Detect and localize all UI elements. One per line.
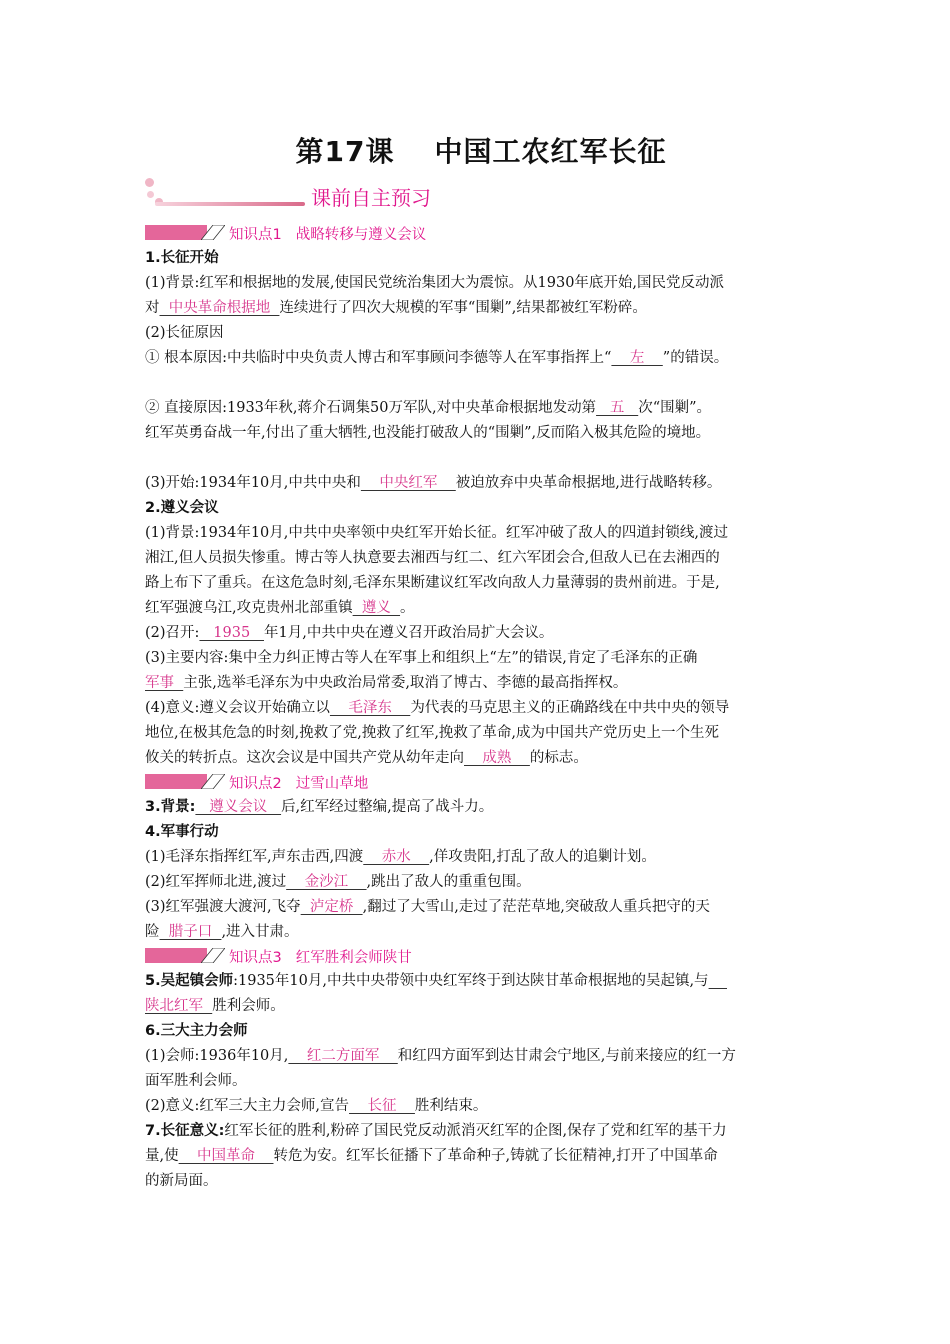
worksheet-page xyxy=(145,130,817,1194)
kp-topic: 战略转移与遵义会议 xyxy=(295,227,427,243)
answer-blank: 五 xyxy=(596,400,639,416)
knowledge-point-3-header xyxy=(145,945,817,969)
item-2-background-line-4: 红军强渡乌江,攻克贵州北部重镇 遵义 。 xyxy=(145,600,415,616)
tag-icon xyxy=(145,774,225,789)
item-4-line-3: (3)红军强渡大渡河,飞夺 泸定桥 ,翻过了大雪山,走过了茫茫草地,突破敌人重兵把守的天 xyxy=(145,899,710,915)
item-2-significance-line-3: 攸关的转折点。这次会议是中国共产党从幼年走向 成熟 的标志。 xyxy=(145,750,588,766)
item-2-meeting: (2)召开: 1935 年1月,中共中央在遵义召开政治局扩大会议。 xyxy=(145,625,554,641)
tag-icon xyxy=(145,948,225,963)
item-6-line-1: (1)会师:1936年10月, 红二方面军 和红四方面军到达甘肃会宁地区,与前来接应的红一方 xyxy=(145,1048,736,1064)
banner-underline xyxy=(155,202,305,206)
page-title xyxy=(145,130,817,174)
item-4-heading: 4.军事行动 xyxy=(145,824,219,840)
item-2-significance-line-2: 地位,在极其危急的时刻,挽救了党,挽救了红军,挽救了革命,成为中国共产党历史上一个生死 xyxy=(145,725,720,741)
answer-blank: 左 xyxy=(611,350,663,366)
item-6-heading: 6.三大主力会师 xyxy=(145,1023,248,1039)
answer-blank: 军事 xyxy=(145,675,184,691)
section-title: 课前自主预习 xyxy=(311,186,431,210)
answer-blank: 遵义会议 xyxy=(195,799,282,815)
item-2-background-line-1: (1)背景:1934年10月,中共中央率领中央红军开始长征。红军冲破了敌人的四道封锁线,渡过 xyxy=(145,525,728,541)
answer-blank: 金沙江 xyxy=(286,874,367,890)
lesson-number: 第17课 xyxy=(295,135,395,168)
item-7-line-3: 的新局面。 xyxy=(145,1173,218,1189)
answer-blank: 陕北红军 xyxy=(145,998,213,1014)
item-1-background-line-1: (1)背景:红军和根据地的发展,使国民党统治集团大为震惊。从1930年底开始,国民党反动派 xyxy=(145,275,725,291)
item-1-start: (3)开始:1934年10月,中共中央和 中央红军 被迫放弃中央革命根据地,进行战略转移。 xyxy=(145,475,722,491)
section-banner xyxy=(145,176,817,216)
answer-blank: 红二方面军 xyxy=(288,1048,398,1064)
item-6-line-3: (2)意义:红军三大主力会师,宣告 长征 胜利结束。 xyxy=(145,1098,488,1114)
item-2-content-line-2: 军事 主张,选举毛泽东为中央政治局常委,取消了博古、李德的最高指挥权。 xyxy=(145,675,628,691)
item-7-line-1: 7.长征意义:红军长征的胜利,粉碎了国民党反动派消灭红军的企图,保存了党和红军的基干力 xyxy=(145,1123,727,1139)
kp-label: 知识点1 xyxy=(229,227,282,243)
item-2-background-line-3: 路上布下了重兵。在这危急时刻,毛泽东果断建议红军改向敌人力量薄弱的贵州前进。于是, xyxy=(145,575,720,591)
answer-blank: 毛泽东 xyxy=(329,700,411,716)
kp-topic: 红军胜利会师陕甘 xyxy=(295,950,412,966)
answer-blank: 长征 xyxy=(349,1098,415,1114)
item-4-line-1: (1)毛泽东指挥红军,声东击西,四渡 赤水 ,佯攻贵阳,打乱了敌人的追剿计划。 xyxy=(145,849,656,865)
answer-blank: 泸定桥 xyxy=(300,899,363,915)
item-1-background-line-2: 对 中央革命根据地 连续进行了四次大规模的军事“围剿”,结果都被红军粉碎。 xyxy=(145,300,647,316)
kp-label: 知识点3 xyxy=(229,950,282,966)
item-1-direct-cause-cont: 红军英勇奋战一年,付出了重大牺牲,也没能打破敌人的“围剿”,反而陷入极其危险的境地。 xyxy=(145,425,711,441)
item-4-line-2: (2)红军挥师北进,渡过 金沙江 ,跳出了敌人的重重包围。 xyxy=(145,874,531,890)
item-1-direct-cause: ② 直接原因:1933年秋,蒋介石调集50万军队,对中央革命根据地发动第 五 次“围剿”。 xyxy=(145,400,712,416)
item-5-line-1: 5.吴起镇会师:1935年10月,中共中央带领中央红军终于到达陕甘革命根据地的吴起镇,与 xyxy=(145,969,817,994)
answer-blank: 赤水 xyxy=(363,849,430,865)
item-2-background-line-2: 湘江,但人员损失惨重。博古等人执意要去湘西与红二、红六军团会合,但敌人已在去湘西的 xyxy=(145,550,720,566)
answer-blank: 中央红军 xyxy=(360,475,456,491)
kp-topic: 过雪山草地 xyxy=(295,776,369,792)
item-3: 3.背景: 遵义会议 后,红军经过整编,提高了战斗力。 xyxy=(145,799,494,815)
item-7-line-2: 量,使 中国革命 转危为安。红军长征播下了革命种子,铸就了长征精神,打开了中国革命 xyxy=(145,1148,718,1164)
tag-icon xyxy=(145,225,225,240)
kp-label: 知识点2 xyxy=(229,776,282,792)
item-2-content-line-1: (3)主要内容:集中全力纠正博古等人在军事上和组织上“左”的错误,肯定了毛泽东的正确 xyxy=(145,650,698,666)
item-1-root-cause: ① 根本原因:中共临时中央负责人博古和军事顾问李德等人在军事指挥上“ 左 ”的错误。 xyxy=(145,350,729,366)
answer-blank: 1935 xyxy=(199,625,264,641)
knowledge-point-2-header xyxy=(145,771,817,795)
answer-blank: 成熟 xyxy=(464,750,530,766)
knowledge-point-1-header xyxy=(145,222,817,246)
item-2-significance-line-1: (4)意义:遵义会议开始确立以 毛泽东 为代表的马克思主义的正确路线在中共中央的领导 xyxy=(145,700,730,716)
item-4-line-4: 险 腊子口 ,进入甘肃。 xyxy=(145,924,299,940)
lesson-name: 中国工农红军长征 xyxy=(434,135,667,168)
item-5-line-2: 陕北红军 胜利会师。 xyxy=(145,998,285,1014)
item-6-line-2: 面军胜利会师。 xyxy=(145,1073,247,1089)
item-2-heading: 2.遵义会议 xyxy=(145,500,219,516)
answer-blank: 遵义 xyxy=(352,600,401,616)
item-1-cause-heading: (2)长征原因 xyxy=(145,325,224,341)
item-1-heading: 1.长征开始 xyxy=(145,250,219,266)
answer-blank: 中国革命 xyxy=(178,1148,274,1164)
answer-blank-start xyxy=(709,973,727,989)
answer-blank: 腊子口 xyxy=(159,924,222,940)
answer-blank: 中央革命根据地 xyxy=(159,300,280,316)
